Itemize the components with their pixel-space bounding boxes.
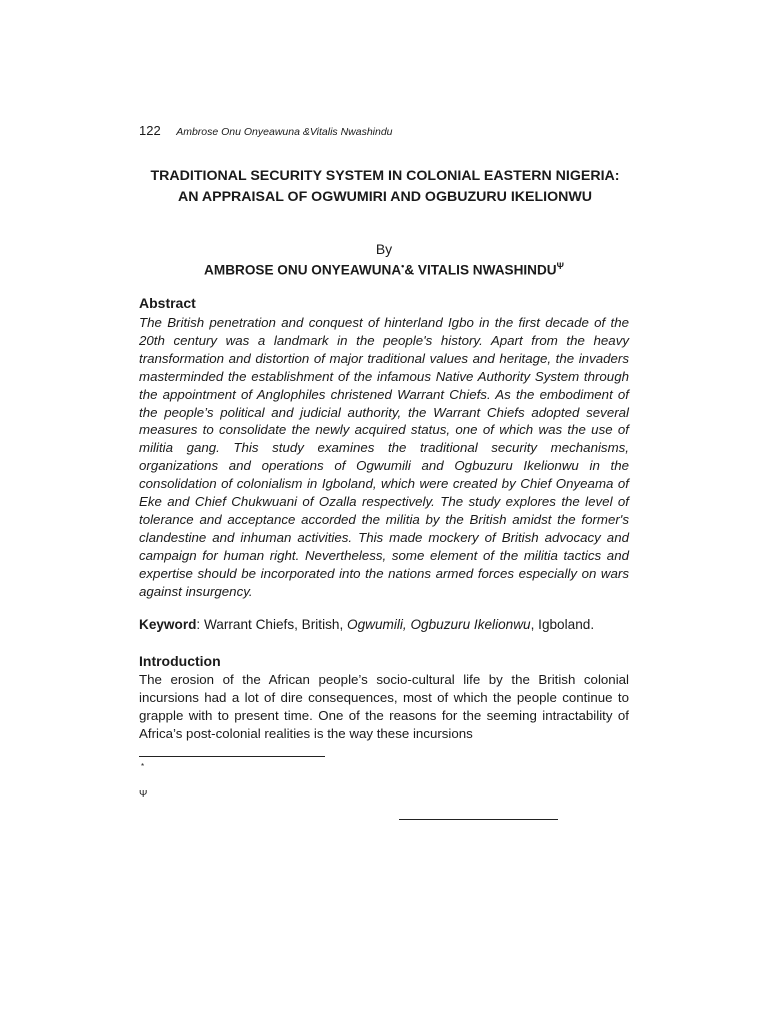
keywords-label: Keyword <box>139 617 197 632</box>
running-head <box>139 123 393 138</box>
keywords-italic: Ogwumili, Ogbuzuru Ikelionwu <box>347 617 531 632</box>
introduction-heading: Introduction <box>139 653 221 669</box>
keywords-text-2: , Igboland. <box>530 617 595 632</box>
footnote-mark-1: * <box>141 762 145 771</box>
byline-by: By <box>375 241 393 257</box>
footnote-rule <box>139 756 325 757</box>
byline-authors <box>139 261 629 278</box>
keywords-text-1: : Warrant Chiefs, British, <box>196 617 347 632</box>
signature-line <box>399 819 558 820</box>
introduction-body: The erosion of the African people’s socio-cultural life by the British colonial incursions had a lot of dire consequences, most of which the people continue to grapple with to present time. One of the reasons for the seeming intractability of Africa’s post-colonial realities is the way these incursions <box>139 672 629 741</box>
running-head-authors: Ambrose Onu Onyeawuna &Vitalis Nwashindu <box>176 126 393 138</box>
footnote-mark-2: Ψ <box>139 789 148 800</box>
page-number: 122 <box>139 123 161 138</box>
paper-title: TRADITIONAL SECURITY SYSTEM IN COLONIAL EASTERN NIGERIA: AN APPRAISAL OF OGWUMIRI AND OGBUZURU IKELIONWU <box>150 168 620 205</box>
abstract-heading: Abstract <box>139 295 196 311</box>
author-2-footnote-mark: Ψ <box>556 261 564 271</box>
author-2: & VITALIS NWASHINDU <box>404 262 557 278</box>
keywords <box>139 617 629 632</box>
author-1-footnote-mark: • <box>401 261 405 271</box>
abstract-body: The British penetration and conquest of hinterland Igbo in the first decade of the 20th century was a landmark in the people's history. Apart from the heavy transformation and distortion of major traditional values and heritage, the invaders masterminded the establishment of the infamous Native Authority System through the appointment of Anglophiles christened Warrant Chiefs. As the embodiment of the people’s political and judicial authority, the Warrant Chiefs adopted several measures to consolidate the newly acquired status, one of which was the use of militia gang. This study examines the traditional security mechanisms, organizations and operations of Ogwumili and Ogbuzuru Ikelionwu in the consolidation of colonialism in Igboland, which were created by Chief Onyeama of Eke and Chief Chukwuani of Ozalla respectively. The study explores the level of tolerance and acceptance accorded the militia by the British amidst the former's clandestine and inhuman activities. This made mockery of British advocacy and campaign for human right. Nevertheless, some element of the militia tactics and expertise should be incorporated into the nations armed forces especially on wars against insurgency. <box>139 315 629 599</box>
author-1: AMBROSE ONU ONYEAWUNA <box>204 262 402 278</box>
